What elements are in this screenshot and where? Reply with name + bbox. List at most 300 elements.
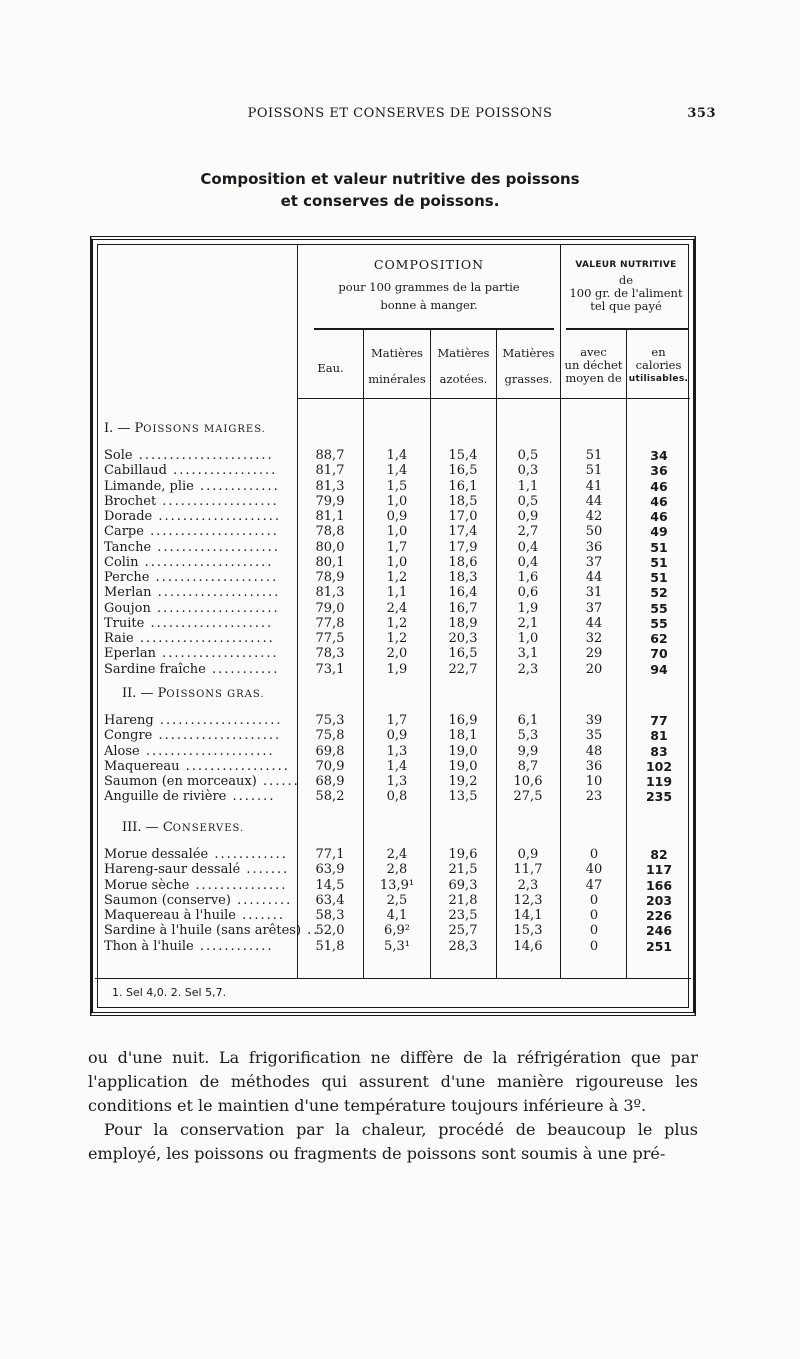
paragraph-2: Pour la conservation par la chaleur, procédé de beaucoup le plus employé, les poissons ou fragments de poissons sont soumis à une pré-: [88, 1120, 698, 1163]
cell-gra: 0,9: [517, 509, 539, 524]
leader-dots: ......: [256, 774, 300, 789]
col-header-dechet-2: un déchet: [564, 358, 623, 372]
cell-dechet: 44: [585, 615, 603, 631]
cell-dechet: 35: [585, 728, 603, 744]
fish-name: [104, 862, 292, 877]
leader-dots: ....................: [153, 713, 283, 728]
cell-gra: 27,5: [513, 789, 543, 805]
leader-dots: .................: [166, 463, 278, 479]
cell-min: 0,9: [386, 728, 408, 744]
table-row: [0, 923, 800, 938]
cell-min: 2,8: [386, 862, 408, 878]
fish-name-text: Morue dessalée: [104, 847, 209, 862]
cell-dechet: 23: [585, 789, 603, 805]
cell-eau: 78,3: [315, 646, 345, 662]
cell-gra: 0,9: [517, 847, 539, 862]
table-row: [0, 540, 800, 555]
section-roman: II. —: [122, 686, 158, 701]
fish-name: [104, 616, 292, 631]
cell-azo: 18,5: [448, 493, 478, 509]
cell-cal: 117: [645, 862, 673, 878]
cell-eau: 73,1: [315, 661, 345, 677]
table-row: [0, 662, 800, 677]
cell-dechet: 42: [585, 509, 603, 524]
section-roman: III. —: [122, 820, 163, 835]
cell-azo: 28,3: [448, 938, 478, 954]
fish-name-text: Saumon (en morceaux): [104, 774, 257, 789]
table-row: [0, 616, 800, 631]
cell-min: 1,2: [386, 631, 408, 646]
running-head-title: POISSONS ET CONSERVES DE POISSONS: [247, 106, 553, 121]
col-header-azo-1: Matières: [437, 346, 490, 360]
fish-name: [104, 601, 292, 616]
cell-dechet: 32: [585, 631, 603, 646]
leader-dots: ..: [301, 923, 320, 939]
section-title-sc: GRAS.: [222, 689, 265, 700]
cell-dechet: 0: [589, 892, 599, 908]
fish-name: [104, 939, 292, 954]
cell-min: 6,9²: [384, 923, 410, 939]
cell-eau: 75,3: [315, 713, 345, 728]
fish-name-text: Perche: [104, 570, 150, 585]
table-row: [0, 524, 800, 539]
cell-dechet: 50: [585, 524, 603, 540]
cell-azo: 13,5: [448, 789, 478, 805]
fish-name-text: Merlan: [104, 585, 152, 601]
cell-min: 1,2: [386, 570, 408, 585]
cell-min: 2,0: [386, 646, 408, 662]
col-header-cal-3: utilisables.: [628, 374, 689, 384]
cell-cal: 55: [650, 615, 668, 631]
cell-eau: 51,8: [315, 938, 345, 954]
cell-gra: 6,1: [517, 713, 539, 728]
fish-name: [104, 744, 292, 759]
cell-min: 1,0: [386, 554, 408, 570]
cell-dechet: 0: [589, 938, 599, 954]
leader-dots: ....................: [151, 585, 281, 601]
cell-dechet: 44: [585, 493, 603, 509]
cell-azo: 19,2: [448, 774, 478, 789]
cell-azo: 20,3: [448, 631, 478, 646]
fish-name: [104, 631, 292, 646]
cell-dechet: 36: [585, 758, 603, 774]
section-heading: [122, 686, 265, 701]
cell-eau: 63,4: [315, 892, 345, 908]
leader-dots: .......: [226, 789, 276, 805]
fish-name-text: Maquereau à l'huile: [104, 908, 236, 923]
cell-azo: 69,3: [448, 877, 478, 893]
cell-min: 1,4: [386, 463, 408, 479]
cell-dechet: 48: [585, 743, 603, 759]
cell-cal: 82: [650, 847, 668, 862]
fish-name: [104, 540, 292, 555]
cell-min: 2,5: [386, 892, 408, 908]
col-header-min-2: minérales: [368, 372, 426, 386]
leader-dots: ....................: [151, 539, 280, 555]
cell-eau: 78,9: [315, 570, 345, 585]
col-header-eau: Eau.: [317, 361, 344, 375]
table-row: [0, 939, 800, 954]
header-valeur: VALEUR NUTRITIVE: [575, 260, 677, 270]
header-composition-sub2: bonne à manger.: [380, 298, 478, 312]
section-heading: [104, 421, 266, 436]
cell-cal: 235: [645, 789, 673, 805]
section-title-cap: P: [134, 421, 144, 436]
cell-eau: 79,9: [315, 493, 345, 509]
fish-name-text: Dorade: [104, 509, 153, 524]
fish-name-text: Sardine fraîche: [104, 661, 206, 677]
cell-cal: 119: [645, 774, 673, 789]
table-row: [0, 744, 800, 759]
leader-dots: .......: [240, 862, 290, 878]
cell-azo: 16,1: [448, 478, 478, 494]
cell-min: 1,0: [386, 493, 408, 509]
cell-azo: 18,6: [448, 554, 478, 570]
section-heading: [122, 820, 244, 835]
fish-name: [104, 555, 292, 570]
cell-min: 1,7: [386, 539, 408, 555]
cell-eau: 58,2: [315, 789, 345, 805]
table-row: [0, 570, 800, 585]
rule-composition-under: [314, 328, 554, 330]
cell-min: 1,4: [386, 758, 408, 774]
cell-azo: 16,9: [448, 713, 478, 728]
col-header-gra-2: grasses.: [504, 372, 553, 386]
cell-azo: 17,4: [448, 524, 478, 540]
fish-name: [104, 448, 292, 463]
fish-name-text: Hareng: [104, 713, 154, 728]
table-row: [0, 463, 800, 478]
fish-name-text: Thon à l'huile: [104, 938, 194, 954]
cell-cal: 46: [650, 509, 668, 524]
table-row: [0, 713, 800, 728]
cell-cal: 62: [650, 631, 668, 646]
table-row: [0, 646, 800, 661]
leader-dots: .................: [179, 758, 290, 774]
cell-min: 2,4: [386, 600, 408, 616]
fish-name-text: Eperlan: [104, 646, 156, 662]
table-row: [0, 601, 800, 616]
leader-dots: ...........: [205, 661, 280, 677]
cell-eau: 69,8: [315, 743, 345, 759]
fish-name-text: Alose: [104, 743, 140, 759]
cell-cal: 246: [645, 923, 673, 939]
fish-name-text: Raie: [104, 631, 134, 646]
cell-min: 1,3: [386, 743, 408, 759]
cell-cal: 203: [645, 892, 673, 908]
table-row: [0, 509, 800, 524]
leader-dots: .....................: [139, 743, 275, 759]
cell-dechet: 51: [585, 463, 603, 479]
table-row: [0, 728, 800, 743]
cell-gra: 1,0: [517, 631, 539, 646]
cell-gra: 0,5: [517, 448, 539, 463]
cell-cal: 83: [650, 743, 668, 759]
cell-azo: 21,5: [448, 862, 478, 878]
cell-gra: 15,3: [513, 923, 543, 939]
caption-line-1: Composition et valeur nutritive des poissons: [200, 170, 580, 188]
cell-dechet: 31: [585, 585, 603, 601]
cell-gra: 0,4: [517, 554, 539, 570]
cell-eau: 81,7: [315, 463, 345, 479]
cell-cal: 77: [650, 713, 668, 728]
cell-min: 2,4: [386, 847, 408, 862]
paragraph-1: ou d'une nuit. La frigorification ne diffère de la réfrigération que par l'application de méthodes qui assurent d'une manière rigoureuse les conditions et le maintien d'une température toujours inférieure à 3º.: [88, 1048, 698, 1115]
section-title-cap: P: [157, 686, 167, 701]
cell-cal: 52: [650, 585, 668, 601]
cell-dechet: 47: [585, 877, 603, 893]
table-row: [0, 862, 800, 877]
section-title-sc: MAIGRES.: [199, 424, 266, 435]
fish-name: [104, 494, 292, 509]
cell-azo: 23,5: [448, 908, 478, 923]
cell-gra: 11,7: [513, 862, 543, 878]
cell-gra: 14,6: [513, 938, 543, 954]
cell-eau: 58,3: [315, 908, 345, 923]
cell-cal: 34: [650, 448, 668, 463]
fish-name-text: Anguille de rivière: [104, 789, 227, 805]
cell-azo: 17,0: [448, 509, 478, 524]
cell-cal: 81: [650, 728, 668, 744]
leader-dots: ............: [208, 847, 288, 862]
cell-cal: 70: [650, 646, 668, 662]
cell-gra: 2,7: [517, 524, 539, 540]
section-title-rest: OISSONS: [166, 689, 223, 700]
cell-cal: 55: [650, 600, 668, 616]
col-header-dechet-1: avec: [580, 345, 607, 359]
cell-eau: 81,1: [315, 509, 345, 524]
fish-name: [104, 789, 292, 804]
footnote: 1. Sel 4,0. 2. Sel 5,7.: [112, 986, 227, 999]
cell-eau: 63,9: [315, 862, 345, 878]
cell-min: 1,0: [386, 524, 408, 540]
leader-dots: ....................: [150, 600, 280, 616]
cell-dechet: 37: [585, 600, 603, 616]
header-valeur-sub1: de: [618, 273, 634, 287]
body-text: [88, 1046, 698, 1166]
cell-min: 1,1: [386, 585, 408, 601]
cell-eau: 52,0: [315, 923, 345, 939]
cell-azo: 19,0: [448, 743, 478, 759]
cell-eau: 14,5: [315, 877, 345, 893]
cell-min: 1,3: [386, 774, 408, 789]
cell-azo: 16,5: [448, 463, 478, 479]
fish-name-text: Limande, plie: [104, 478, 194, 494]
leader-dots: ...............: [189, 877, 288, 893]
fish-name: [104, 570, 292, 585]
cell-min: 4,1: [386, 908, 408, 923]
cell-azo: 19,6: [448, 847, 478, 862]
cell-gra: 9,9: [517, 743, 539, 759]
fish-name-text: Truite: [104, 615, 145, 631]
leader-dots: ....................: [152, 509, 282, 524]
cell-min: 13,9¹: [379, 877, 415, 893]
leader-dots: ....................: [152, 728, 282, 744]
cell-eau: 81,3: [315, 585, 345, 601]
leader-dots: .............: [193, 478, 280, 494]
fish-name: [104, 878, 292, 893]
fish-name-text: Sole: [104, 448, 133, 463]
cell-eau: 77,8: [315, 615, 345, 631]
fish-name: [104, 713, 292, 728]
fish-name-text: Congre: [104, 728, 153, 744]
cell-min: 1,9: [386, 661, 408, 677]
cell-gra: 1,1: [517, 478, 539, 494]
leader-dots: .....................: [143, 524, 279, 540]
fish-name-text: Tanche: [104, 539, 152, 555]
cell-eau: 81,3: [315, 478, 345, 494]
leader-dots: ...................: [156, 493, 279, 509]
col-header-azo-2: azotées.: [439, 372, 488, 386]
cell-eau: 68,9: [315, 774, 345, 789]
cell-dechet: 20: [585, 661, 603, 677]
table-row: [0, 479, 800, 494]
header-valeur-sub2: 100 gr. de l'aliment: [569, 286, 683, 300]
cell-azo: 21,8: [448, 892, 478, 908]
cell-azo: 19,0: [448, 758, 478, 774]
cell-gra: 2,3: [517, 877, 539, 893]
col-header-dechet-3: moyen de: [565, 371, 622, 385]
header-composition-sub1: pour 100 grammes de la partie: [338, 280, 520, 294]
cell-eau: 70,9: [315, 758, 345, 774]
rule-valeur-under: [566, 328, 688, 330]
cell-gra: 1,9: [517, 600, 539, 616]
leader-dots: ....................: [144, 615, 274, 631]
cell-azo: 25,7: [448, 923, 478, 939]
fish-name: [104, 509, 292, 524]
cell-min: 1,2: [386, 615, 408, 631]
cell-gra: 8,7: [517, 758, 539, 774]
table-row: [0, 789, 800, 804]
col-header-min-1: Matières: [371, 346, 423, 360]
cell-cal: 102: [645, 758, 673, 774]
cell-cal: 226: [645, 908, 673, 923]
cell-min: 1,5: [386, 478, 408, 494]
rule-header-bottom: [297, 398, 690, 399]
cell-cal: 94: [650, 661, 668, 677]
fish-name-text: Saumon (conserve): [104, 892, 231, 908]
cell-cal: 51: [650, 539, 668, 555]
cell-dechet: 51: [585, 448, 603, 463]
cell-dechet: 39: [585, 713, 603, 728]
leader-dots: ....................: [149, 570, 279, 585]
fish-name-text: Morue sèche: [104, 877, 190, 893]
table-row: [0, 908, 800, 923]
cell-eau: 75,8: [315, 728, 345, 744]
fish-name: [104, 923, 320, 939]
cell-gra: 12,3: [513, 892, 543, 908]
cell-azo: 18,3: [448, 570, 478, 585]
fish-name: [104, 479, 292, 494]
cell-min: 1,7: [386, 713, 408, 728]
table-row: [0, 494, 800, 509]
leader-dots: ...................: [156, 646, 279, 662]
table-caption: [100, 168, 680, 212]
header-valeur-sub3: tel que payé: [590, 299, 662, 313]
header-composition: COMPOSITION: [373, 257, 485, 272]
cell-min: 0,8: [386, 789, 408, 805]
cell-cal: 46: [650, 478, 668, 494]
cell-min: 0,9: [386, 509, 408, 524]
cell-eau: 80,0: [315, 539, 345, 555]
cell-azo: 22,7: [448, 661, 478, 677]
col-header-cal-1: en: [651, 345, 666, 359]
section-roman: I. —: [104, 421, 135, 436]
cell-azo: 15,4: [448, 448, 478, 463]
table-row: [0, 585, 800, 600]
cell-cal: 251: [645, 938, 673, 954]
table-row: [0, 893, 800, 908]
table-row: [0, 878, 800, 893]
section-title-rest: OISSONS: [143, 424, 200, 435]
fish-name-text: Colin: [104, 554, 139, 570]
fish-name-text: Maquereau: [104, 758, 180, 774]
fish-name: [104, 646, 292, 661]
leader-dots: .......: [235, 908, 286, 923]
table-row: [0, 759, 800, 774]
fish-name-text: Brochet: [104, 493, 157, 509]
fish-name: [104, 524, 292, 539]
cell-gra: 2,1: [517, 615, 539, 631]
cell-eau: 80,1: [315, 554, 345, 570]
table-row: [0, 448, 800, 463]
cell-cal: 49: [650, 524, 668, 540]
cell-eau: 77,1: [315, 847, 345, 862]
cell-azo: 16,5: [448, 646, 478, 662]
cell-dechet: 41: [585, 478, 603, 494]
leader-dots: ......................: [133, 631, 275, 646]
cell-dechet: 10: [585, 774, 603, 789]
cell-azo: 16,7: [448, 600, 478, 616]
fish-name: [104, 759, 292, 774]
cell-azo: 16,4: [448, 585, 478, 601]
cell-azo: 17,9: [448, 539, 478, 555]
cell-gra: 14,1: [513, 908, 543, 923]
cell-dechet: 0: [589, 847, 599, 862]
fish-name: [104, 728, 292, 743]
cell-gra: 0,6: [517, 585, 539, 601]
cell-dechet: 36: [585, 539, 603, 555]
fish-name-text: Sardine à l'huile (sans arêtes): [104, 923, 302, 939]
cell-dechet: 44: [585, 570, 603, 585]
cell-gra: 0,4: [517, 539, 539, 555]
cell-cal: 166: [645, 877, 673, 893]
cell-eau: 77,5: [315, 631, 345, 646]
cell-azo: 18,1: [448, 728, 478, 744]
fish-name-text: Hareng-saur dessalé: [104, 862, 241, 878]
page-number: 353: [687, 106, 716, 121]
cell-gra: 3,1: [517, 646, 539, 662]
fish-name: [104, 662, 292, 677]
cell-eau: 78,8: [315, 524, 345, 540]
table-row: [0, 631, 800, 646]
cell-gra: 1,6: [517, 570, 539, 585]
cell-gra: 0,5: [517, 493, 539, 509]
table-row: [0, 555, 800, 570]
leader-dots: .....................: [138, 554, 274, 570]
cell-dechet: 37: [585, 554, 603, 570]
leader-dots: ......................: [132, 448, 274, 463]
col-header-cal-2: calories: [635, 358, 682, 372]
cell-dechet: 40: [585, 862, 603, 878]
cell-cal: 51: [650, 570, 668, 585]
cell-min: 5,3¹: [384, 938, 410, 954]
cell-gra: 5,3: [517, 728, 539, 744]
table-row: [0, 774, 800, 789]
cell-min: 1,4: [386, 448, 408, 463]
section-title-rest: ONSERVES.: [172, 823, 245, 834]
cell-cal: 51: [650, 554, 668, 570]
